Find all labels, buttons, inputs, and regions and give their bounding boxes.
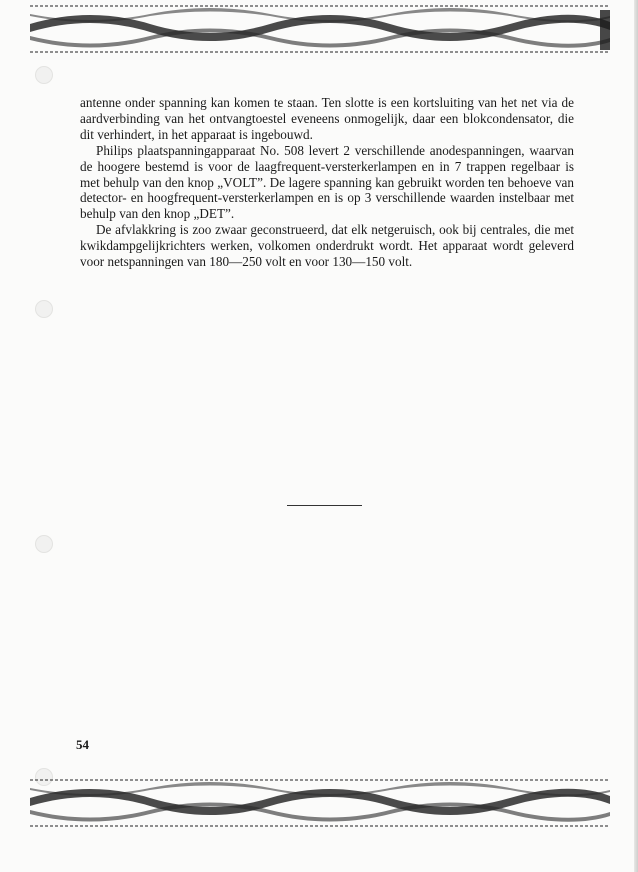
punch-hole <box>35 535 53 553</box>
paragraph: De afvlakkring is zoo zwaar geconstrueerd, dat elk netgeruisch, ook bij centrales, die met kwikdampgelijkrichters werken, volkomen onderdrukt wordt. Het apparaat wordt geleverd voor netspanningen van 180—250 volt en voor 130—150 volt. <box>80 222 574 270</box>
decorative-border-top <box>30 2 610 56</box>
punch-hole <box>35 300 53 318</box>
decorative-border-bottom <box>30 776 610 830</box>
section-separator <box>287 505 362 506</box>
page-number: 54 <box>76 737 89 752</box>
page-edge-shadow <box>634 0 638 872</box>
paragraph: antenne onder spanning kan komen te staan. Ten slotte is een kortsluiting van het net via de aardverbinding van het ontvangtoestel eveneens onmogelijk, daar een blokcondensator, die dit verhindert, in het apparaat is ingebouwd. <box>80 95 574 142</box>
paragraph: Philips plaatspanningapparaat No. 508 levert 2 verschillende anodespanningen, waarvan de hoogere bestemd is voor de laagfrequent-versterkerlampen en in 7 trappen regelbaar is met behulp van den knop „VOLT”. De lagere spanning kan gebruikt worden ten behoeve van detector- en hoogfrequent-versterkerlampen en is op 3 verschillende waarden instelbaar met behulp van den knop „DET”. <box>80 142 574 222</box>
body-text <box>80 95 574 270</box>
punch-hole <box>35 66 53 84</box>
